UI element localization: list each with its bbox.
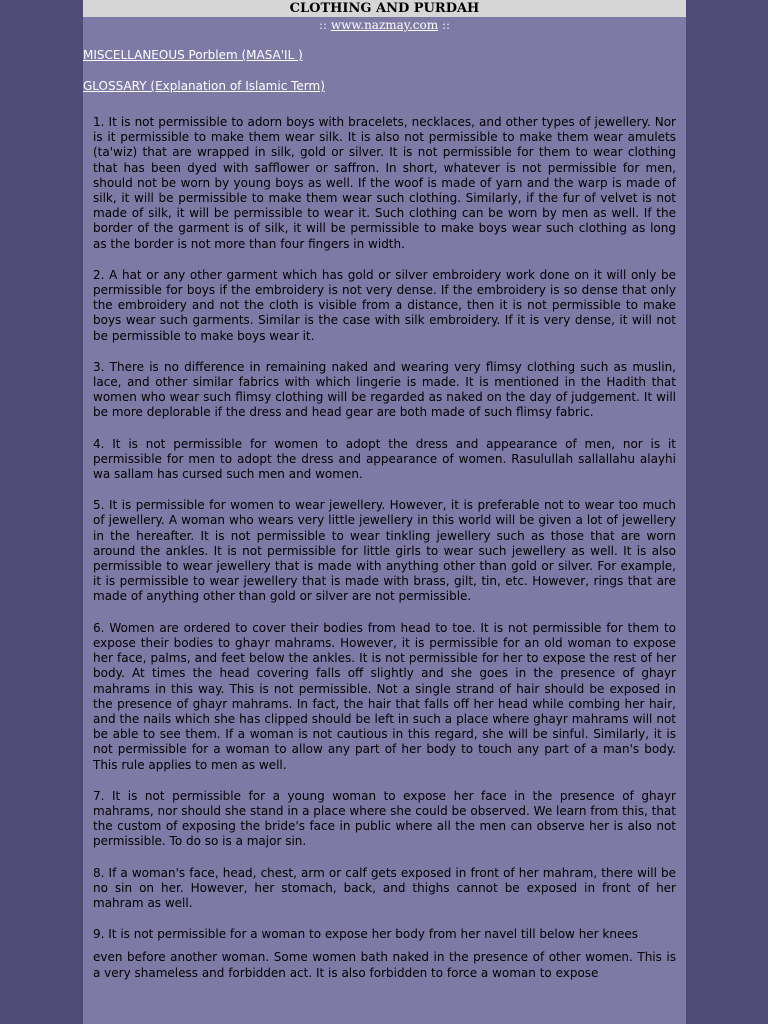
site-link[interactable]: www.nazmay.com: [330, 18, 439, 32]
article-body: [83, 115, 686, 981]
paragraph-9-continued: even before another woman. Some women bath naked in the presence of other women. This is a very shameless and forbidden act. It is also forbidden to force a woman to expose: [93, 950, 676, 980]
page-title: CLOTHING AND PURDAH: [289, 1, 480, 16]
glossary-link[interactable]: GLOSSARY (Explanation of Islamic Term): [83, 79, 325, 93]
site-link-dots-right: ::: [441, 18, 451, 32]
paragraph-6: 6. Women are ordered to cover their bodies from head to toe. It is not permissible for them to expose their bodies to ghayr mahrams. However, it is permissible for an old woman to expose her face, palms, and feet below the ankles. It is not permissible for her to expose the rest of her body. At times the head covering falls off slightly and she goes in the presence of ghayr mahrams in this way. This is not permissible. Not a single strand of hair should be exposed in the presence of ghayr mahrams. In fact, the hair that falls off her head while combing her hair, and the nails which she has clipped should be left in such a place where ghayr mahrams will not be able to see them. If a woman is not cautious in this regard, she will be sinful. Similarly, it is not permissible for a woman to allow any part of her body to touch any part of a man's body. This rule applies to men as well.: [93, 620, 676, 772]
site-link-dots-left: ::: [318, 18, 328, 32]
paragraph-9: 9. It is not permissible for a woman to expose her body from her navel till below her knees: [93, 927, 638, 942]
paragraph-8: 8. If a woman's face, head, chest, arm or calf gets exposed in front of her mahram, there will be no sin on her. However, her stomach, back, and thighs cannot be exposed in front of her mahram as well.: [93, 865, 676, 910]
paragraph-2: 2. A hat or any other garment which has gold or silver embroidery work done on it will only be permissible for boys if the embroidery is not very dense. If the embroidery is so dense that only the embroidery and not the cloth is visible from a distance, then it is not permissible to make boys wear such garments. Similar is the case with silk embroidery. If it is very dense, it will not be permissible to make boys wear it.: [93, 267, 676, 343]
paragraph-7: 7. It is not permissible for a young woman to expose her face in the presence of ghayr mahrams, nor should she stand in a place where she could be observed. We learn from this, that the custom of exposing the bride's face in public where all the men can observe her is also not permissible. To do so is a major sin.: [93, 788, 676, 849]
paragraph-3: 3. There is no difference in remaining naked and wearing very flimsy clothing such as muslin, lace, and other similar fabrics with which lingerie is made. It is mentioned in the Hadith that women who wear such flimsy clothing will be regarded as naked on the day of judgement. It will be more deplorable if the dress and head gear are both made of such flimsy fabric.: [93, 359, 676, 420]
page-title-bar: [83, 0, 686, 17]
miscellaneous-link[interactable]: MISCELLANEOUS Porblem (MASA'IL ): [83, 48, 303, 62]
paragraph-4: 4. It is not permissible for women to adopt the dress and appearance of men, nor is it permissible for men to adopt the dress and appearance of women. Rasulullah sallallahu alayhi wa sallam has cursed such men and women.: [93, 436, 676, 482]
paragraph-1: 1. It is not permissible to adorn boys with bracelets, necklaces, and other types of jewellery. Nor is it permissible to make them wear silk. It is also not permissible to make them wear amulets (ta'wiz) that are wrapped in silk, gold or silver. It is not permissible for them to wear clothing that has been dyed with safflower or saffron. In short, whatever is not permissible for men, should not be worn by young boys as well. If the woof is made of yarn and the warp is made of silk, it will be permissible to make them wear such clothing. Similarly, if the fur of velvet is not made of silk, it will be permissible to wear it. Such clothing can be worn by men as well. If the border of the garment is of silk, it will be permissible to make boys wear such clothing as long as the border is not more than four fingers in width.: [93, 115, 676, 251]
page-column: [83, 0, 686, 1024]
paragraph-5: 5. It is permissible for women to wear jewellery. However, it is preferable not to wear too much of jewellery. A woman who wears very little jewellery in this world will be given a lot of jewellery in the hereafter. It is not permissible to wear tinkling jewellery such as those that are worn around the ankles. It is not permissible for little girls to wear such jewellery as well. It is also permissible to wear jewellery that is made with anything other than gold or silver. For example, it is permissible to wear jewellery that is made with brass, gilt, tin, etc. However, rings that are made of anything other than gold or silver are not permissible.: [93, 498, 676, 604]
site-link-line: [83, 18, 686, 32]
